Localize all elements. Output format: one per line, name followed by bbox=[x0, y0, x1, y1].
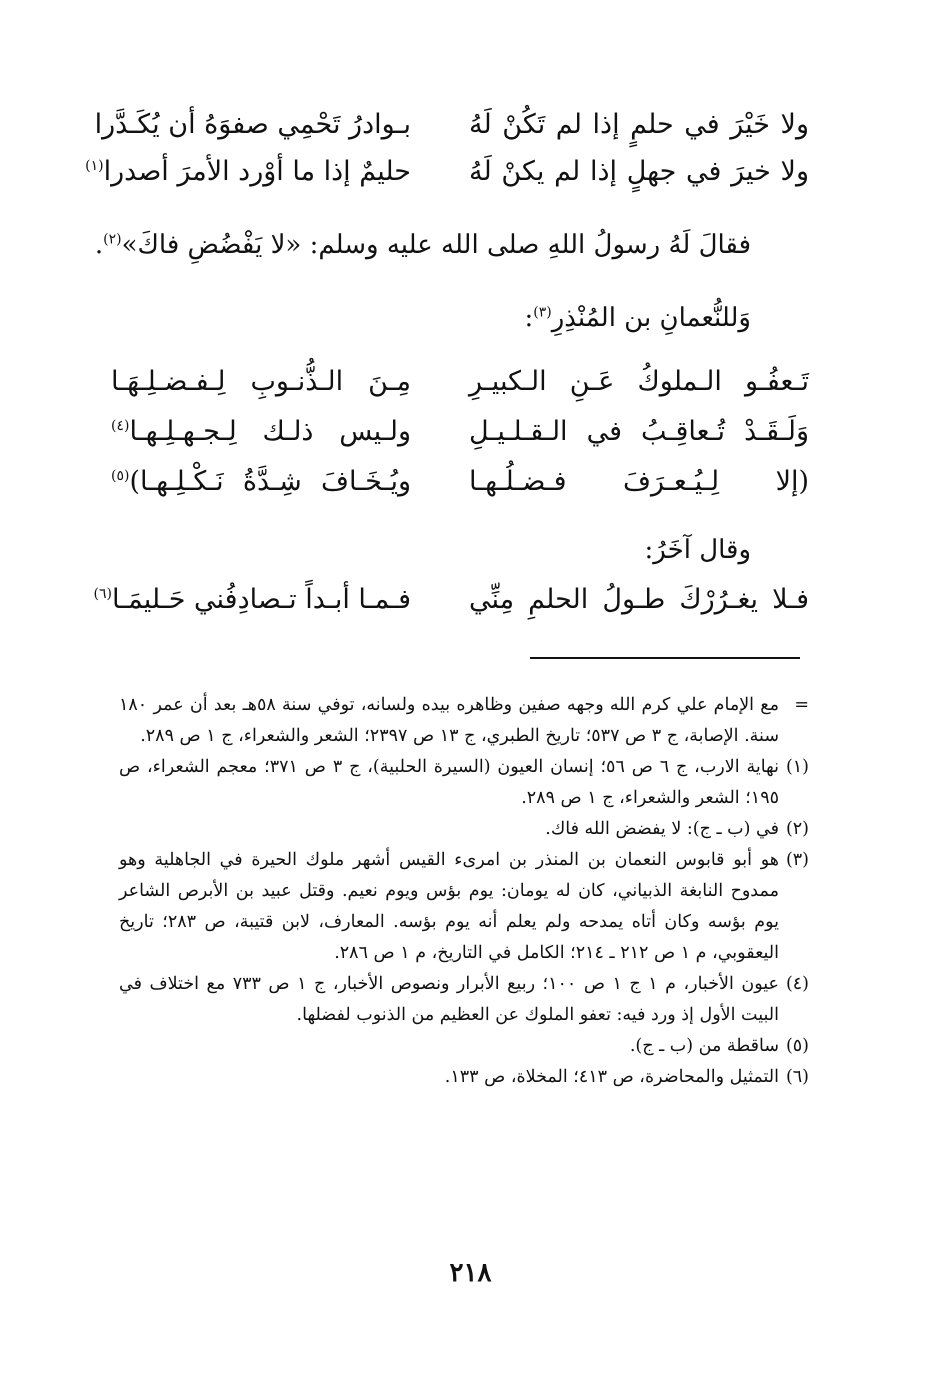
verse-second-hemistich bbox=[111, 462, 411, 502]
prose-punct: : bbox=[524, 303, 534, 333]
verse-first-hemistich: تَـعفُـو الـملوكُ عَـنِ الـكبيـرِ bbox=[469, 366, 809, 397]
footnote-marker: (١) bbox=[785, 757, 809, 777]
verse-first-hemistich: وَلَـقَـدْ تُـعاقِـبُ في الـقـلـيـلِ bbox=[469, 416, 809, 447]
footnote-ref: (٣) bbox=[533, 304, 552, 321]
verse-second-hemistich bbox=[111, 362, 411, 402]
footnote-ref: (٢) bbox=[103, 231, 122, 248]
footnote-marker: (٢) bbox=[785, 819, 809, 839]
verse-second-hemistich-text: بـوادرُ تَحْمِي صفوَهُ أن يُكَـدَّرا bbox=[94, 109, 411, 140]
prose-text: فقالَ لَهُ رسولُ اللهِ صلى الله عليه وسلم: «لا يَفْضُضِ فاكَ» bbox=[121, 230, 751, 260]
footnote-separator bbox=[530, 657, 800, 659]
verse-second-hemistich-text: مِـنَ الـذُّنـوبِ لِـفـضـلِـهَـا bbox=[111, 366, 411, 397]
verse-second-hemistich bbox=[111, 412, 411, 452]
prose-line bbox=[645, 530, 751, 570]
footnote bbox=[119, 690, 809, 752]
verse-first-hemistich: ولا خيرَ في جهلٍ إذا لم يكنْ لَهُ bbox=[469, 156, 809, 187]
footnote-text: نهاية الارب، ج ٦ ص ٥٦؛ إنسان العيون (السيرة الحلبية)، ج ٣ ص ٣٧١؛ معجم الشعراء، ص ١٩٥؛ الشعر والشعراء، ج ١ ص ٢٨٩. bbox=[119, 757, 779, 808]
footnote-marker: (٥) bbox=[785, 1036, 809, 1056]
verse-first-hemistich: (إلا لِـيُـعـرَفَ فـضـلُـهـا bbox=[469, 466, 809, 497]
verse-second-hemistich-text: فـمـا أبـداً تـصادِفُني حَـليمَـا bbox=[112, 584, 411, 615]
verse-line bbox=[0, 580, 941, 620]
verse-second-hemistich bbox=[93, 580, 411, 620]
footnote bbox=[119, 1062, 809, 1093]
prose-text: وقال آخَرُ: bbox=[644, 535, 751, 565]
footnote-marker: (٦) bbox=[785, 1067, 809, 1087]
footnote bbox=[119, 845, 809, 969]
verse-line bbox=[0, 462, 941, 502]
verse-line bbox=[0, 152, 941, 192]
footnote-text: هو أبو قابوس النعمان بن المنذر بن امرىء القيس أشهر ملوك الحيرة في الجاهلية وهو ممدوح النابغة الذبياني، كان له يومان: يوم بؤس ويوم نعيم. وقتل عبيد بن الأبرص الشاعر يوم بؤسه وكان أتاه يمدحه ولم يعلم أنه يوم بؤسه. المعارف، لابن قتيبة، ص ٢٨٣؛ تاريخ اليعقوبي، م ١ ص ٢١٢ ـ ٢١٤؛ الكامل في التاريخ، م ١ ص ٢٨٦. bbox=[119, 850, 779, 963]
verse-first-hemistich: فـلا يغـرُرْكَ طـولُ الحلمِ مِنِّي bbox=[469, 584, 809, 615]
footnote-marker: (٤) bbox=[785, 974, 809, 994]
footnote-text: التمثيل والمحاضرة، ص ٤١٣؛ المخلاة، ص ١٣٣. bbox=[444, 1067, 779, 1087]
footnote-marker: = bbox=[794, 695, 809, 715]
verse-first-hemistich: ولا خَيْرَ في حلمٍ إذا لم تَكُنْ لَهُ bbox=[469, 109, 809, 140]
verse-second-hemistich-text: ويُـخَـافَ شِـدَّةُ نَـكْـلِـهـا) bbox=[129, 466, 411, 497]
footnote bbox=[119, 752, 809, 814]
footnote bbox=[119, 969, 809, 1031]
footnote-marker: (٣) bbox=[785, 850, 809, 870]
footnote bbox=[119, 814, 809, 845]
footnote-ref: (١) bbox=[85, 158, 104, 174]
prose-line bbox=[95, 225, 751, 265]
prose-line bbox=[524, 298, 751, 338]
verse-line bbox=[0, 412, 941, 452]
prose-text: وَللنُّعمانِ بن المُنْذِرِ bbox=[551, 303, 751, 333]
verse-line bbox=[0, 105, 941, 145]
footnote bbox=[119, 1031, 809, 1062]
verse-line bbox=[0, 362, 941, 402]
verse-second-hemistich bbox=[94, 105, 411, 145]
footnote-text: ساقطة من (ب ـ ج). bbox=[629, 1036, 779, 1056]
footnote-text: عيون الأخبار، م ١ ج ١ ص ١٠٠؛ ربيع الأبرار ونصوص الأخبار، ج ١ ص ٧٣٣ مع اختلاف في البيت الأول إذ ورد فيه: تعفو الملوك عن العظيم من الذنوب لفضلها. bbox=[119, 974, 779, 1025]
page-number: ٢١٨ bbox=[449, 1258, 492, 1288]
footnote-ref: (٦) bbox=[93, 586, 112, 602]
footnote-ref: (٥) bbox=[111, 468, 130, 484]
footnote-text: مع الإمام علي كرم الله وجهه صفين وظاهره بيده ولسانه، توفي سنة ٥٨هـ بعد أن عمر ١٨٠ سنة. الإصابة، ج ٣ ص ٥٣٧؛ تاريخ الطبري، ج ١٣ ص ٢٣٩٧؛ الشعر والشعراء، ج ١ ص ٢٨٩. bbox=[119, 695, 779, 746]
footnote-text: في (ب ـ ج): لا يفضض الله فاك. bbox=[545, 819, 779, 839]
verse-second-hemistich-text: حليمٌ إذا ما أوْرد الأمرَ أصدرا bbox=[103, 156, 411, 187]
verse-second-hemistich-text: ولـيس ذلـك لِـجـهـلِـهـا bbox=[129, 416, 411, 447]
prose-punct: . bbox=[94, 230, 104, 260]
footnote-ref: (٤) bbox=[111, 418, 130, 434]
footnotes bbox=[119, 690, 809, 1093]
verse-second-hemistich bbox=[85, 152, 411, 192]
